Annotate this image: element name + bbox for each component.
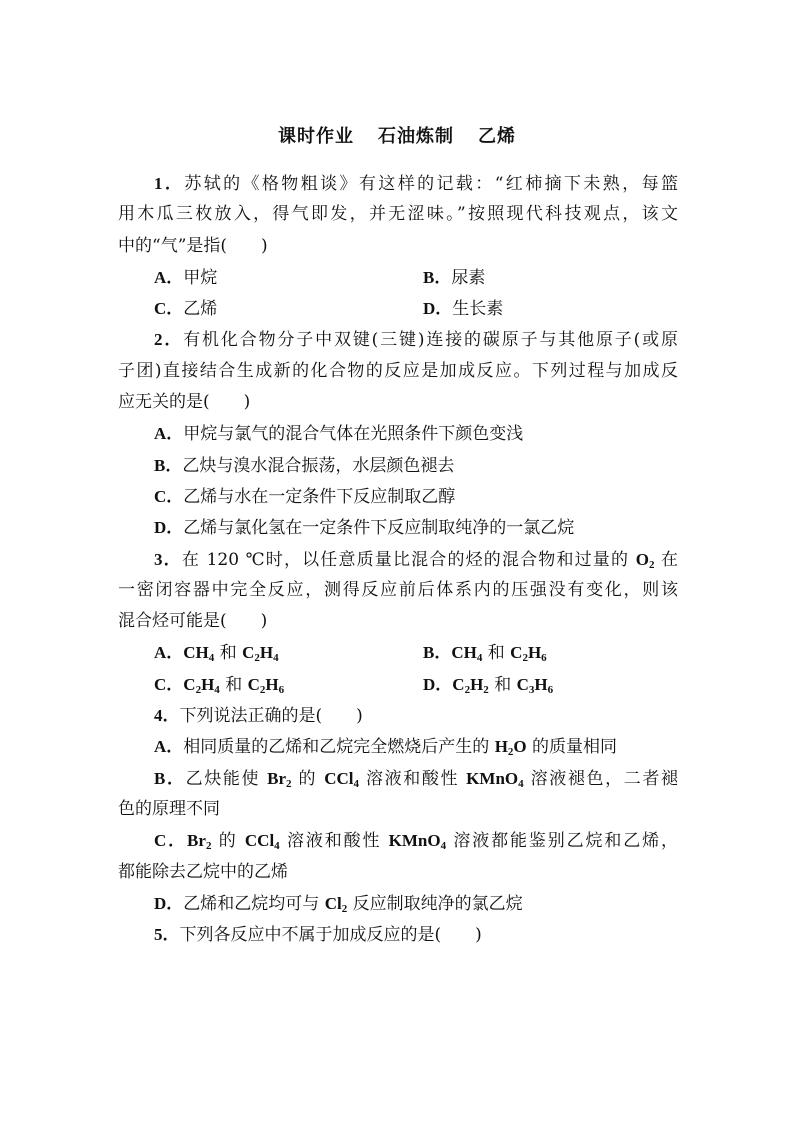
q4-text: 下列说法正确的是( ) bbox=[179, 706, 363, 727]
formula-part: C bbox=[247, 674, 260, 694]
q1-option-c bbox=[154, 293, 423, 324]
option-label: B． bbox=[423, 643, 452, 663]
q2-option-c bbox=[118, 481, 678, 512]
formula-sub: 4 bbox=[274, 840, 280, 853]
option-label: C． bbox=[154, 831, 188, 851]
title-part-1: 课时作业 bbox=[278, 126, 354, 147]
formula-kmno4 bbox=[388, 831, 447, 853]
option-text: 乙炔与溴水混合振荡，水层颜色褪去 bbox=[182, 455, 455, 476]
q1-line-2 bbox=[118, 199, 678, 230]
q4-stem bbox=[118, 700, 678, 731]
q3-text-2: 一密闭容器中完全反应，测得反应前后体系内的压强没有变化，则该 bbox=[118, 579, 678, 600]
q1-line-1 bbox=[118, 168, 678, 199]
formula-part: Cl bbox=[324, 893, 342, 913]
q1-option-a bbox=[154, 262, 423, 293]
formula-sub: 4 bbox=[353, 777, 359, 790]
option-label: A． bbox=[154, 267, 184, 287]
option-label: C． bbox=[154, 299, 184, 319]
q4-option-b bbox=[118, 763, 678, 794]
q3-option-b bbox=[423, 643, 547, 663]
q2-option-d bbox=[118, 512, 678, 543]
q3-line-3 bbox=[118, 606, 678, 637]
option-text: 乙炔能使 bbox=[185, 768, 268, 789]
q3-options-ab bbox=[118, 637, 678, 668]
formula-ccl4 bbox=[244, 831, 280, 853]
option-text: 的质量相同 bbox=[526, 737, 618, 758]
option-text: 和 bbox=[487, 643, 505, 664]
formula-sub: 6 bbox=[278, 683, 285, 696]
q3-text-1b: 在 bbox=[654, 549, 678, 570]
formula-sub: 2 bbox=[483, 683, 489, 696]
option-label: A． bbox=[154, 424, 184, 444]
formula-kmno4 bbox=[466, 769, 523, 788]
formula-sub: 2 bbox=[648, 558, 655, 571]
formula-sub: 4 bbox=[476, 652, 483, 665]
formula-sub: 6 bbox=[547, 683, 554, 696]
q2-number: 2． bbox=[154, 330, 184, 350]
formula-part: H bbox=[201, 674, 215, 694]
formula-c2h6 bbox=[510, 643, 547, 665]
question-list bbox=[118, 168, 678, 950]
q4-option-c-cont bbox=[118, 857, 678, 888]
option-text: 乙烯 bbox=[183, 299, 218, 320]
formula-part: C bbox=[242, 643, 255, 663]
formula-ch4 bbox=[183, 643, 215, 665]
option-text: 和 bbox=[219, 643, 237, 664]
option-text: 尿素 bbox=[451, 267, 486, 288]
q3-option-a bbox=[154, 637, 423, 668]
formula-part: C bbox=[452, 674, 465, 694]
formula-sub: 2 bbox=[259, 683, 266, 696]
option-text: 反应制取纯净的氯乙烷 bbox=[347, 893, 523, 914]
formula-sub: 4 bbox=[518, 777, 524, 790]
formula-part: Br bbox=[187, 831, 206, 851]
q1-text-2: 用木瓜三枚放入，得气即发，并无涩味。”按照现代科技观点，该文 bbox=[118, 204, 678, 225]
q4-option-b-cont bbox=[118, 794, 678, 825]
formula-part: H bbox=[265, 674, 279, 694]
formula-part: C bbox=[516, 674, 529, 694]
option-text: 甲烷 bbox=[183, 267, 218, 288]
option-text: 生长素 bbox=[452, 299, 504, 320]
formula-part: C bbox=[510, 643, 523, 663]
q2-option-b bbox=[118, 450, 678, 481]
formula-br2 bbox=[267, 769, 291, 788]
q2-line-2 bbox=[118, 356, 678, 387]
formula-sub: 2 bbox=[205, 840, 212, 853]
q1-line-3 bbox=[118, 231, 678, 262]
option-text: 甲烷与氯气的混合气体在光照条件下颜色变浅 bbox=[183, 424, 524, 445]
formula-ccl4 bbox=[324, 769, 359, 788]
formula-part: H bbox=[534, 674, 548, 694]
option-text: 溶液和酸性 bbox=[279, 831, 389, 852]
q1-text-3: 中的“气”是指( ) bbox=[118, 235, 268, 256]
title-part-3: 乙烯 bbox=[478, 126, 516, 147]
option-label: D． bbox=[423, 674, 453, 694]
formula-c2h6 bbox=[248, 675, 285, 694]
q2-text-2: 子团)直接结合生成新的化合物的反应是加成反应。下列过程与加成反 bbox=[118, 360, 678, 381]
option-text: 相同质量的乙烯和乙烷完全燃烧后产生的 bbox=[183, 737, 495, 758]
formula-c2h2 bbox=[452, 675, 489, 694]
q3-line-2 bbox=[118, 575, 678, 606]
formula-sub: 4 bbox=[273, 652, 279, 665]
option-label: D． bbox=[154, 518, 184, 538]
option-text: 溶液褪色，二者褪 bbox=[523, 768, 678, 789]
q2-line-3 bbox=[118, 387, 678, 418]
option-label: C． bbox=[154, 674, 184, 694]
option-text: 和 bbox=[494, 674, 512, 695]
q2-line-1 bbox=[118, 324, 678, 355]
formula-part: O bbox=[635, 549, 649, 569]
formula-sub: 4 bbox=[214, 683, 220, 696]
formula-part: H bbox=[494, 737, 508, 757]
formula-part: H bbox=[259, 643, 274, 663]
option-text: 乙烯与水在一定条件下反应制取乙醇 bbox=[183, 486, 456, 507]
formula-sub: 3 bbox=[528, 683, 535, 696]
q1-option-b bbox=[423, 268, 485, 288]
q1-options-ab bbox=[118, 262, 678, 293]
q1-text-1: 苏轼的《格物粗谈》有这样的记载：“红柿摘下未熟，每篮 bbox=[184, 174, 678, 194]
formula-part: C bbox=[183, 674, 196, 694]
formula-part: CH bbox=[183, 643, 209, 663]
q1-option-d bbox=[423, 299, 503, 319]
formula-part: CCl bbox=[244, 831, 275, 851]
q3-option-c bbox=[154, 669, 423, 700]
option-label: B． bbox=[154, 768, 186, 788]
q2-option-a bbox=[118, 418, 678, 449]
q3-text-3: 混合烃可能是( ) bbox=[118, 611, 268, 632]
formula-sub: 4 bbox=[208, 652, 215, 665]
formula-c3h6 bbox=[517, 675, 554, 694]
formula-sub: 2 bbox=[254, 652, 260, 665]
formula-part: CH bbox=[451, 643, 477, 663]
formula-sub: 6 bbox=[541, 652, 547, 665]
page-title bbox=[0, 122, 794, 148]
formula-part: CCl bbox=[324, 768, 354, 788]
formula-part: KMnO bbox=[388, 831, 441, 851]
title-part-2: 石油炼制 bbox=[378, 126, 454, 147]
formula-br2 bbox=[187, 831, 212, 853]
option-text: 的 bbox=[291, 768, 325, 789]
option-label: D． bbox=[154, 893, 184, 913]
formula-part: O bbox=[513, 737, 527, 757]
q4-option-d bbox=[118, 888, 678, 919]
formula-part: H bbox=[527, 643, 542, 663]
option-label: A． bbox=[154, 643, 184, 663]
option-label: B． bbox=[423, 267, 452, 287]
option-text: 都能除去乙烷中的乙烯 bbox=[118, 861, 288, 882]
formula-part: KMnO bbox=[466, 768, 519, 788]
q5-stem bbox=[118, 919, 678, 950]
q3-options-cd bbox=[118, 669, 678, 700]
option-text: 的 bbox=[211, 831, 245, 852]
formula-sub: 2 bbox=[286, 777, 292, 790]
q3-line-1 bbox=[118, 544, 678, 575]
q2-text-1: 有机化合物分子中双键(三键)连接的碳原子与其他原子(或原 bbox=[183, 330, 678, 351]
formula-o2 bbox=[636, 550, 655, 569]
formula-part: Br bbox=[267, 768, 287, 788]
option-label: B． bbox=[154, 455, 183, 475]
formula-h2o bbox=[494, 737, 527, 759]
q4-number: 4． bbox=[154, 706, 180, 726]
q3-number: 3． bbox=[154, 549, 182, 569]
formula-part: H bbox=[470, 674, 484, 694]
q1-number: 1． bbox=[154, 174, 185, 193]
formula-c2h4 bbox=[183, 675, 220, 694]
q1-options-cd bbox=[118, 293, 678, 324]
formula-sub: 2 bbox=[195, 683, 202, 696]
option-label: C． bbox=[154, 486, 184, 506]
formula-sub: 2 bbox=[522, 652, 528, 665]
option-text: 乙烯和乙烷均可与 bbox=[183, 893, 325, 914]
option-text: 溶液都能鉴别乙烷和乙烯， bbox=[446, 831, 678, 852]
option-label: A． bbox=[154, 737, 184, 757]
option-text: 溶液和酸性 bbox=[358, 768, 467, 789]
formula-sub: 4 bbox=[440, 840, 447, 853]
formula-sub: 2 bbox=[341, 902, 348, 915]
q3-option-d bbox=[423, 675, 553, 695]
formula-sub: 2 bbox=[507, 746, 514, 759]
formula-ch4 bbox=[451, 643, 483, 665]
option-label: D． bbox=[423, 299, 453, 319]
q3-text-1a: 在 120 ℃时，以任意质量比混合的烃的混合物和过量的 bbox=[181, 549, 636, 570]
option-text: 色的原理不同 bbox=[118, 798, 220, 819]
q4-option-a bbox=[118, 731, 678, 762]
q5-text: 下列各反应中不属于加成反应的是( ) bbox=[179, 925, 482, 946]
option-text: 和 bbox=[225, 674, 243, 695]
formula-cl2 bbox=[325, 894, 348, 913]
q4-option-c bbox=[118, 825, 678, 856]
q2-text-3: 应无关的是( ) bbox=[118, 392, 251, 413]
option-text: 乙烯与氯化氢在一定条件下反应制取纯净的一氯乙烷 bbox=[183, 518, 575, 539]
q5-number: 5． bbox=[154, 925, 180, 945]
formula-c2h4 bbox=[242, 643, 279, 665]
formula-sub: 2 bbox=[464, 683, 471, 696]
